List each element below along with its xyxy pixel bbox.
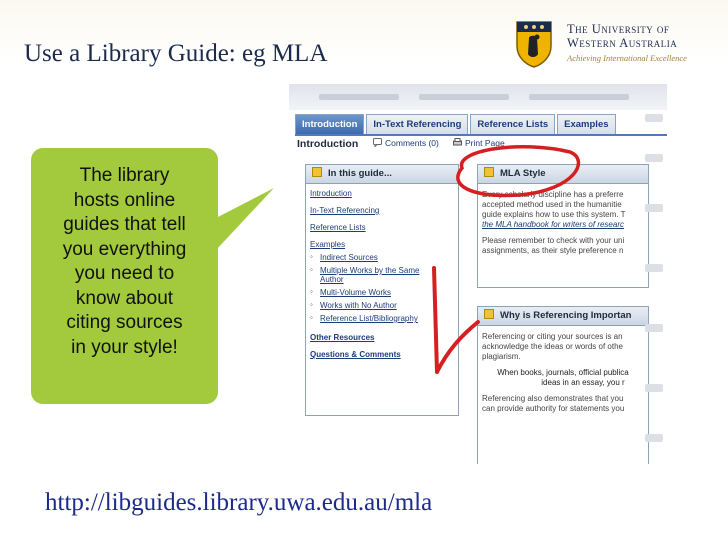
- uwa-logo: [515, 20, 715, 74]
- in-this-guide-heading: In this guide...: [306, 165, 458, 184]
- tab-underline: [295, 134, 667, 136]
- guide-link-introduction[interactable]: Introduction: [310, 189, 352, 198]
- mla-style-box: [477, 164, 649, 288]
- mla-style-heading: MLA Style: [478, 165, 648, 184]
- guide-link-other-resources[interactable]: Other Resources: [310, 333, 375, 342]
- guide-url[interactable]: http://libguides.library.uwa.edu.au/mla: [45, 489, 433, 516]
- print-page-link[interactable]: Print Page: [453, 138, 505, 148]
- tab-introduction[interactable]: Introduction: [295, 114, 364, 134]
- page-heading: Introduction: [297, 138, 359, 150]
- university-name: The University of Western Australia: [567, 22, 678, 50]
- why-referencing-box: [477, 306, 649, 464]
- box-bullet-icon: [484, 167, 494, 177]
- guide-link-indirect-sources[interactable]: ◦ Indirect Sources: [320, 253, 378, 262]
- tab-reference-lists[interactable]: Reference Lists: [470, 114, 555, 134]
- in-this-guide-box: [305, 164, 459, 416]
- mla-style-text: Every scholarly discipline has a preferre accepted method used in the humanitie guide explains how to use this system. T the MLA handbook for writers of researc Please remember to check with your uni assignments, as their style preference n: [482, 190, 626, 255]
- crest-icon: [515, 20, 553, 68]
- box-bullet-icon: [312, 167, 322, 177]
- guide-tabs: [295, 114, 618, 134]
- slide-title: Use a Library Guide: eg MLA: [24, 40, 328, 67]
- guide-link-reference-lists[interactable]: Reference Lists: [310, 223, 366, 232]
- guide-link-works-no-author[interactable]: ◦ Works with No Author: [320, 301, 397, 310]
- why-referencing-text: Referencing or citing your sources is an acknowledge the ideas or words of othe plagiarism. When books, journals, official publica ideas in an essay, you r Referencing also demonstrates that you can provide authority for statements you: [482, 332, 629, 413]
- why-referencing-heading: Why is Referencing Importan: [478, 307, 648, 326]
- box-bullet-icon: [484, 309, 494, 319]
- callout-text: The library hosts online guides that tell you everything you need to know about citing sources in your style!: [62, 165, 187, 358]
- guide-link-in-text-referencing[interactable]: In-Text Referencing: [310, 206, 380, 215]
- guide-link-reference-list-bibliography[interactable]: ◦ Reference List/Bibliography: [320, 314, 418, 323]
- faded-header: [289, 84, 667, 110]
- guide-link-multi-volume-works[interactable]: ◦ Multi-Volume Works: [320, 288, 391, 297]
- speech-bubble-tail: [216, 188, 274, 250]
- university-tagline: Achieving International Excellence: [567, 53, 687, 63]
- mla-handbook-link[interactable]: the MLA handbook for writers of researc: [482, 220, 624, 229]
- comment-icon: [373, 138, 382, 147]
- speech-bubble: [31, 148, 218, 404]
- comments-link[interactable]: Comments (0): [373, 138, 439, 148]
- guide-link-multiple-works[interactable]: ◦ Multiple Works by the Same Author: [320, 266, 420, 284]
- libguide-screenshot: [289, 84, 667, 464]
- printer-icon: [453, 138, 462, 147]
- tab-examples[interactable]: Examples: [557, 114, 615, 134]
- guide-link-examples[interactable]: Examples: [310, 240, 346, 249]
- guide-link-questions-comments[interactable]: Questions & Comments: [310, 350, 401, 359]
- tab-in-text-referencing[interactable]: In-Text Referencing: [366, 114, 468, 134]
- faded-sidebar: [641, 114, 667, 454]
